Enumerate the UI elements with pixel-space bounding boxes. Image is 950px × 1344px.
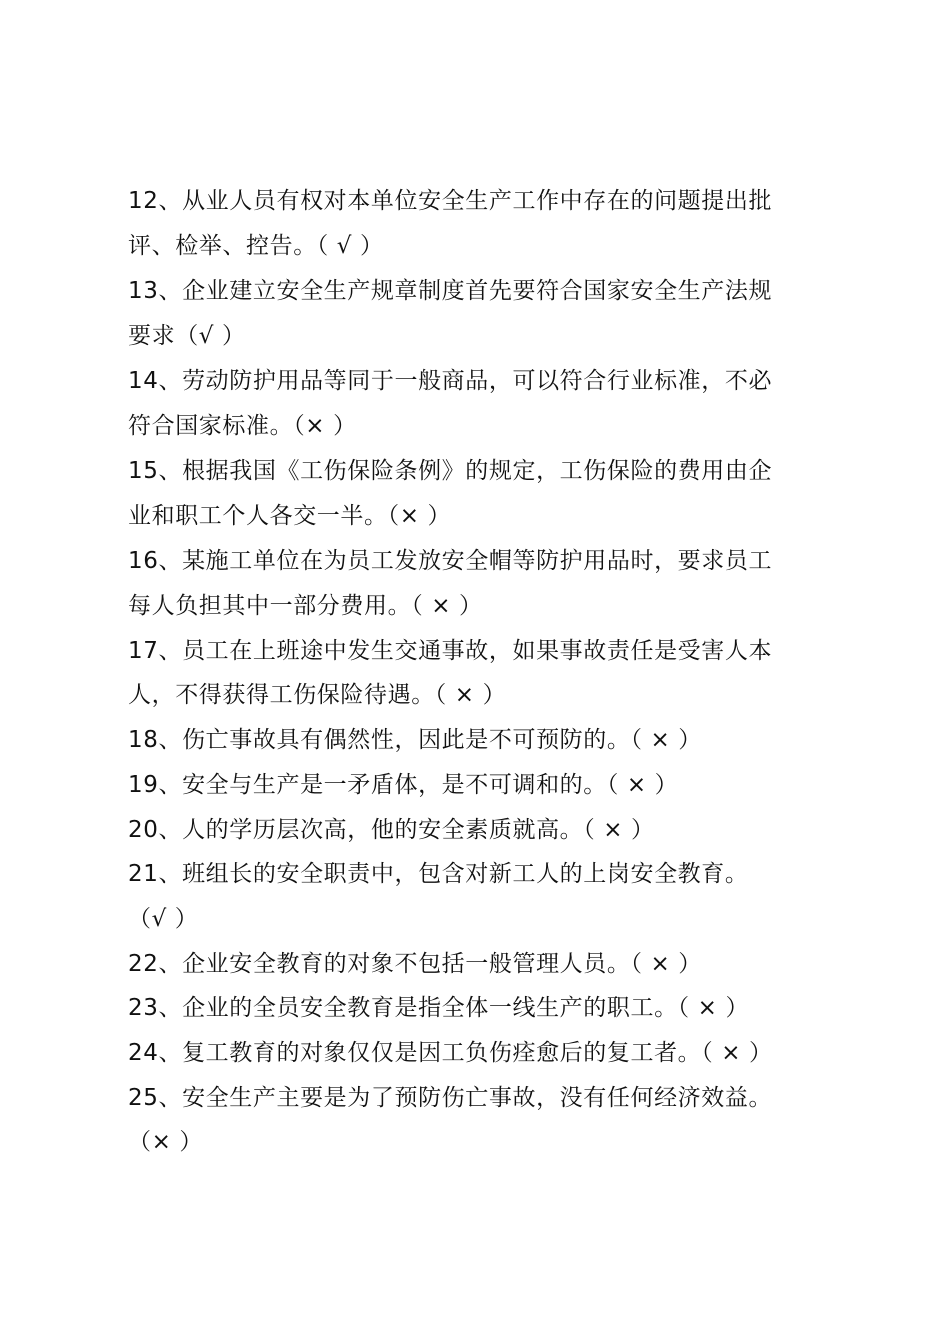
question-18: 18、伤亡事故具有偶然性，因此是不可预防的。（ × ） xyxy=(128,727,702,753)
question-12-line1: 12、从业人员有权对本单位安全生产工作中存在的问题提出批 xyxy=(128,188,773,214)
question-13-line2: 要求（√ ） xyxy=(128,323,246,349)
question-22: 22、企业安全教育的对象不包括一般管理人员。（ × ） xyxy=(128,951,702,977)
question-17-line2: 人，不得获得工伤保险待遇。（ × ） xyxy=(128,682,507,708)
question-14-line2: 符合国家标准。（× ） xyxy=(128,413,357,439)
question-14-line1: 14、劳动防护用品等同于一般商品，可以符合行业标准，不必 xyxy=(128,368,773,394)
question-25-line1: 25、安全生产主要是为了预防伤亡事故，没有任何经济效益。 xyxy=(128,1085,773,1111)
question-20: 20、人的学历层次高，他的安全素质就高。（ × ） xyxy=(128,817,655,843)
question-24: 24、复工教育的对象仅仅是因工负伤痊愈后的复工者。（ × ） xyxy=(128,1040,773,1066)
question-16-line1: 16、某施工单位在为员工发放安全帽等防护用品时，要求员工 xyxy=(128,548,773,574)
question-25-line2: （× ） xyxy=(128,1129,203,1155)
question-15-line1: 15、根据我国《工伤保险条例》的规定，工伤保险的费用由企 xyxy=(128,458,773,484)
question-12-line2: 评、检举、控告。（ √ ） xyxy=(128,233,384,259)
question-15-line2: 业和职工个人各交一半。（× ） xyxy=(128,503,452,529)
question-16-line2: 每人负担其中一部分费用。（ × ） xyxy=(128,593,483,619)
question-17-line1: 17、员工在上班途中发生交通事故，如果事故责任是受害人本 xyxy=(128,638,773,664)
question-23: 23、企业的全员安全教育是指全体一线生产的职工。（ × ） xyxy=(128,995,750,1021)
question-13-line1: 13、企业建立安全生产规章制度首先要符合国家安全生产法规 xyxy=(128,278,773,304)
question-19: 19、安全与生产是一矛盾体，是不可调和的。（ × ） xyxy=(128,772,679,798)
question-21-line1: 21、班组长的安全职责中，包含对新工人的上岗安全教育。 xyxy=(128,861,749,887)
question-21-line2: （√ ） xyxy=(128,906,199,932)
